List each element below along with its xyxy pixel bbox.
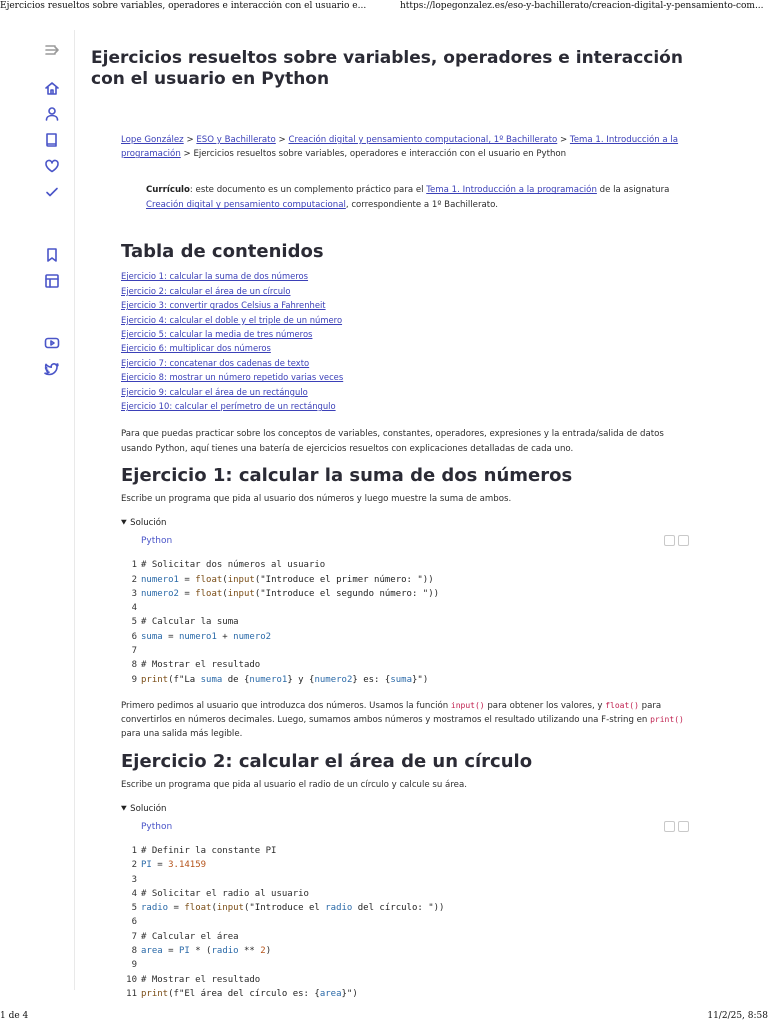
copy-icon[interactable] bbox=[678, 821, 689, 832]
code-text: # Mostrar el resultado bbox=[141, 974, 261, 985]
toc-item bbox=[121, 385, 691, 399]
twitter-icon[interactable] bbox=[44, 361, 60, 377]
line-number: 4 bbox=[131, 888, 137, 899]
toc-link-8[interactable]: Ejercicio 8: mostrar un número repetido varias veces bbox=[121, 372, 344, 383]
sidebar bbox=[30, 30, 75, 990]
code-line bbox=[121, 644, 691, 658]
code-line bbox=[121, 673, 691, 687]
toc-item bbox=[121, 341, 691, 355]
book-icon[interactable] bbox=[44, 132, 60, 148]
heart-icon[interactable] bbox=[44, 158, 60, 174]
breadcrumb-link-eso[interactable]: ESO y Bachillerato bbox=[196, 135, 276, 145]
print-header-title: Ejercicios resueltos sobre variables, operadores e interacción con el usuario e... bbox=[0, 1, 367, 11]
exercise-2-title: Ejercicio 2: calcular el área de un círculo bbox=[121, 750, 533, 772]
breadcrumb-link-home[interactable]: Lope González bbox=[121, 135, 184, 145]
exercise-1-solution bbox=[121, 516, 691, 687]
bookmark-icon[interactable] bbox=[44, 247, 60, 263]
note-link-topic[interactable]: Tema 1. Introducción a la programación bbox=[426, 185, 597, 196]
breadcrumb-separator: > bbox=[186, 135, 194, 145]
user-icon[interactable] bbox=[44, 106, 60, 122]
solution-toggle[interactable]: Solución bbox=[130, 803, 167, 814]
breadcrumb-separator: > bbox=[559, 135, 568, 145]
code-header bbox=[121, 530, 691, 550]
code-line bbox=[121, 558, 691, 572]
toc-item bbox=[121, 269, 691, 283]
breadcrumb-link-topic[interactable]: Tema 1. Introducción a la programación bbox=[121, 135, 679, 160]
note-text: : este documento es un complemento práctico para el bbox=[189, 185, 427, 196]
line-number: 8 bbox=[131, 946, 137, 957]
page-title: Ejercicios resueltos sobre variables, operadores e interacción con el usuario en Python bbox=[91, 48, 683, 89]
print-header bbox=[0, 0, 768, 14]
code-line bbox=[121, 873, 691, 887]
line-number: 7 bbox=[131, 931, 137, 942]
line-number: 8 bbox=[131, 660, 137, 671]
exercise-1-explanation bbox=[121, 699, 691, 742]
curriculum-note bbox=[146, 183, 691, 213]
line-number: 9 bbox=[131, 960, 137, 971]
code-line bbox=[121, 973, 691, 987]
explanation-text: para convertirlos en números decimales. Luego, sumamos ambos números y mostramos el resultado utilizando una F-string en bbox=[121, 700, 662, 726]
wrap-toggle-icon[interactable] bbox=[664, 535, 675, 546]
toc-link-4[interactable]: Ejercicio 4: calcular el doble y el triple de un número bbox=[121, 314, 343, 325]
copy-icon[interactable] bbox=[678, 535, 689, 546]
code-block bbox=[121, 844, 691, 1001]
line-number: 5 bbox=[131, 617, 137, 628]
code-line bbox=[121, 944, 691, 958]
line-number: 3 bbox=[131, 874, 137, 885]
curriculum-label: Currículo bbox=[146, 185, 190, 196]
code-line bbox=[121, 987, 691, 1001]
breadcrumb bbox=[121, 133, 691, 161]
code-line bbox=[121, 930, 691, 944]
breadcrumb-separator: > bbox=[183, 149, 191, 160]
code-actions bbox=[661, 821, 689, 837]
toc-title: Tabla de contenidos bbox=[121, 241, 324, 263]
code-language-label: Python bbox=[141, 821, 173, 832]
code-text: # Mostrar el resultado bbox=[141, 660, 261, 671]
line-number: 10 bbox=[126, 974, 137, 985]
line-number: 2 bbox=[131, 574, 137, 585]
toc-link-5[interactable]: Ejercicio 5: calcular la media de tres números bbox=[121, 329, 313, 340]
line-number: 9 bbox=[131, 674, 137, 685]
inline-code: input() bbox=[450, 700, 485, 710]
code-language-label: Python bbox=[141, 536, 173, 547]
code-line bbox=[121, 587, 691, 601]
code-line bbox=[121, 844, 691, 858]
toc-item bbox=[121, 370, 691, 384]
toc-item bbox=[121, 284, 691, 298]
code-text: radio = float(input("Introduce el radio del círculo: ")) bbox=[141, 903, 445, 914]
check-icon[interactable] bbox=[44, 184, 60, 200]
code-line bbox=[121, 573, 691, 587]
toc-item bbox=[121, 313, 691, 327]
code-actions bbox=[661, 535, 689, 551]
code-line bbox=[121, 858, 691, 872]
print-header-url: https://lopegonzalez.es/eso-y-bachillerato/creacion-digital-y-pensamiento-com... bbox=[400, 1, 764, 11]
code-line bbox=[121, 658, 691, 672]
toc-link-10[interactable]: Ejercicio 10: calcular el perímetro de un rectángulo bbox=[121, 401, 336, 412]
explanation-text: para una salida más legible. bbox=[121, 729, 243, 740]
line-number: 4 bbox=[131, 603, 137, 614]
code-text: # Definir la constante PI bbox=[141, 845, 277, 856]
inline-code: print() bbox=[650, 715, 684, 725]
menu-collapse-icon[interactable] bbox=[44, 42, 60, 58]
toc-link-6[interactable]: Ejercicio 6: multiplicar dos números bbox=[121, 343, 271, 354]
note-text: de la asignatura bbox=[596, 185, 670, 196]
print-datetime: 11/2/25, 8:58 bbox=[707, 1011, 768, 1021]
code-line bbox=[121, 615, 691, 629]
breadcrumb-separator: > bbox=[278, 135, 286, 145]
code-line bbox=[121, 887, 691, 901]
article-content bbox=[121, 133, 691, 1013]
exercise-2-solution bbox=[121, 802, 691, 1001]
code-text: suma = numero1 + numero2 bbox=[141, 631, 272, 642]
breadcrumb-link-course[interactable]: Creación digital y pensamiento computacional, 1º Bachillerato bbox=[288, 135, 558, 145]
code-text: # Calcular la suma bbox=[141, 617, 239, 628]
code-text: print(f"La suma de {numero1} y {numero2} es: {suma}") bbox=[141, 674, 429, 685]
home-icon[interactable] bbox=[44, 80, 60, 96]
explanation-text: para obtener los valores, y bbox=[484, 700, 606, 711]
exercise-2-description: Escribe un programa que pida al usuario el radio de un círculo y calcule su área. bbox=[121, 779, 467, 790]
toc-item bbox=[121, 327, 691, 341]
intro-paragraph: Para que puedas practicar sobre los conceptos de variables, constantes, operadores, expresiones y la entrada/salida de datos usando Python, aquí tienes una batería de ejercicios resueltos con explicaciones detalladas de cada uno. bbox=[121, 429, 664, 454]
toc-link-9[interactable]: Ejercicio 9: calcular el área de un rectángulo bbox=[121, 386, 308, 397]
code-line bbox=[121, 630, 691, 644]
wrap-toggle-icon[interactable] bbox=[664, 821, 675, 832]
exercise-1-title: Ejercicio 1: calcular la suma de dos números bbox=[121, 464, 573, 486]
line-number: 6 bbox=[131, 631, 137, 642]
youtube-icon[interactable] bbox=[44, 335, 60, 351]
toc-link-3[interactable]: Ejercicio 3: convertir grados Celsius a Fahrenheit bbox=[121, 300, 326, 311]
line-number: 6 bbox=[131, 917, 137, 928]
explanation-text: Primero pedimos al usuario que introduzca dos números. Usamos la función bbox=[121, 700, 451, 711]
code-line bbox=[121, 901, 691, 915]
line-number: 3 bbox=[131, 588, 137, 599]
toc-link-2[interactable]: Ejercicio 2: calcular el área de un círculo bbox=[121, 285, 291, 296]
code-header bbox=[121, 816, 691, 836]
code-text: numero1 = float(input("Introduce el primer número: ")) bbox=[141, 574, 434, 585]
solution-toggle[interactable]: Solución bbox=[130, 518, 167, 529]
line-number: 1 bbox=[131, 845, 137, 856]
code-text: print(f"El área del círculo es: {area}") bbox=[141, 988, 358, 999]
line-number: 1 bbox=[131, 560, 137, 571]
code-line bbox=[121, 915, 691, 929]
toc-link-1[interactable]: Ejercicio 1: calcular la suma de dos números bbox=[121, 271, 309, 282]
line-number: 7 bbox=[131, 646, 137, 657]
breadcrumb-current: Ejercicios resueltos sobre variables, operadores e interacción con el usuario en Python bbox=[193, 149, 567, 160]
layout-icon[interactable] bbox=[44, 273, 60, 289]
code-line bbox=[121, 601, 691, 615]
code-text: area = PI * (radio ** 2) bbox=[141, 946, 272, 957]
code-text: # Solicitar dos números al usuario bbox=[141, 560, 326, 571]
page-counter: 1 de 4 bbox=[0, 1011, 29, 1021]
line-number: 2 bbox=[131, 860, 137, 871]
code-text: # Solicitar el radio al usuario bbox=[141, 888, 309, 899]
exercise-1-description: Escribe un programa que pida al usuario dos números y luego muestre la suma de ambos. bbox=[121, 493, 512, 504]
code-text: PI = 3.14159 bbox=[141, 860, 207, 871]
toc-item bbox=[121, 298, 691, 312]
code-block bbox=[121, 558, 691, 687]
toc-item bbox=[121, 356, 691, 370]
toc-link-7[interactable]: Ejercicio 7: concatenar dos cadenas de texto bbox=[121, 357, 310, 368]
toc-item bbox=[121, 399, 691, 413]
code-text: # Calcular el área bbox=[141, 931, 239, 942]
line-number: 5 bbox=[131, 903, 137, 914]
inline-code: float() bbox=[605, 700, 639, 710]
code-text: numero2 = float(input("Introduce el segundo número: ")) bbox=[141, 588, 440, 599]
note-text: , correspondiente a 1º Bachillerato. bbox=[345, 200, 498, 211]
note-link-subject[interactable]: Creación digital y pensamiento computacional bbox=[146, 200, 346, 211]
line-number: 11 bbox=[126, 988, 137, 999]
code-line bbox=[121, 958, 691, 972]
print-footer bbox=[0, 1010, 768, 1024]
table-of-contents bbox=[121, 269, 691, 413]
